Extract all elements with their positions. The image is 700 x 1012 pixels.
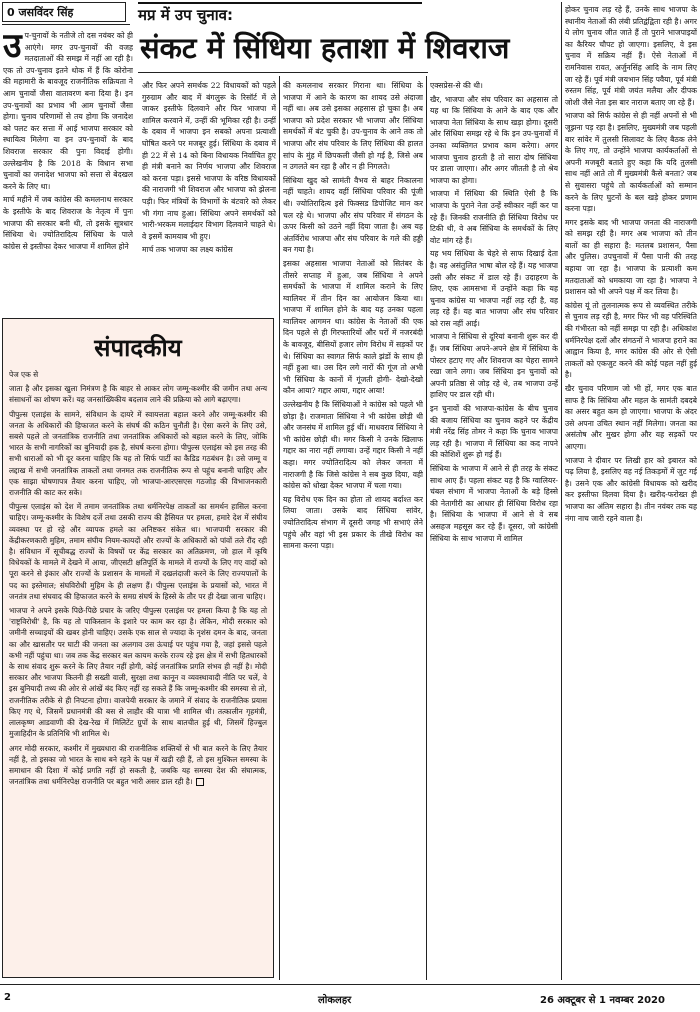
paragraph: एक्सप्रेस-से की थी।	[430, 81, 483, 90]
paragraph: पीपुल्स एलाइंस को देश में तमाम जनतांत्रिक तथा धर्मनिरपेक्ष ताकतों का समर्थन हासिल करना चाहिए। जम्मू-कश्मीर के विशेष दर्जे तथा उसकी राज्य की हैसियत पर हमला, हमारे देश में संघीय व्यवस्था पर हो रहे और व्यापक हमले का अनिष्टकर संकेत था। भाजपायी सरकार की केंद्रीकरणकारी मुहिम, तमाम संघीय नियम-कायदों और राज्यों के अधिकारों को पांवों तले रौंद रही है। संविधान में सूचीबद्ध राज्यों के विषयों पर केंद्र सरकार का अतिक्रमण, जो हाल में कृषि विधेयकों के मामले में देखने में आया, जीएसटी क्षतिपूर्ति के मामले में राज्यों के लिए गए वादों को पूरा करने से इंकार और राज्यों के प्रशासन के मामलों में दखलंदाजी करने के लिए राज्यपालों के पद का इस्तेमाल; संघविरोधी मुहिम के ही लक्षण हैं। पीपुल्स एलाइंस के प्रयासों को, भारत में जनतंत्र तथा संघवाद की हिफाजत करने के समग्र संघर्ष के हिस्से के तौर पर ही देखा जाना चाहिए।	[9, 502, 267, 601]
top-rule	[2, 24, 130, 25]
paragraph: खैर, भाजपा और संघ परिवार का अहसास तो यह था कि सिंधिया के आने के बाद एक और भाजपा नेता सिंधिया के साथ खड़ा होगा। दूसरी ओर सिंधिया समझ रहे थे कि इन उप-चुनावों में उनका व्यक्तिगत प्रभाव काम करेगा। अगर भाजपा चुनाव हारती है तो सारा दोष सिंधिया पर डाला जाएगा। और अगर जीतती है तो श्रेय भाजपा का होगा।	[430, 94, 558, 185]
issue-dates: 26 अक्टूबर से 1 नवम्बर 2020	[540, 995, 665, 1006]
paragraph: इसका अहसास भाजपा नेताओं को सितंबर के तीसरे सप्ताह में हुआ, जब सिंधिया ने अपने समर्थकों के भाजपा में शामिल कराने के लिए ग्वालियर में तीन दिन का आयोजन किया था। भाजपा में शामिल होने के बाद यह उनका पहला ग्वालियर आगमन था। कांग्रेस के नेताओं की एक दिन पहले से ही गिरफ्तारियों और घरों में नजरबंदी के बावजूद, बीसियों हजार लोग विरोध में सड़कों पर थे। सिंधिया का स्वागत सिर्फ काले झंडों के साथ ही नहीं हुआ था। उस दिन लगे नारों की गूंज तो अभी भी सिंधिया के कानों में गूंजती होगी- देखो-देखो कौन आया? गद्दार आया, गद्दार आया!	[283, 258, 423, 396]
byline: 0 जसविंदर सिंह	[2, 2, 126, 22]
section-tag: मप्र में उप चुनाव:	[138, 2, 422, 26]
paragraph: उल्लेखनीय है कि सिंधियाओं ने कांग्रेस को पहले भी छोड़ा है। राजमाता सिंधिया ने भी कांग्रेस छोड़ी थी और जनसंघ में शामिल हुई थीं। माधवराव सिंधिया ने भी कांग्रेस छोड़ी थी। मगर किसी ने उनके खिलाफ गद्दार का नारा नहीं लगाया। उन्हें गद्दार किसी ने नहीं कहा। मगर ज्योतिरादित्य को लेकर जनता में नाराजगी है कि जिसे कांग्रेस ने सब कुछ दिया, वही कांग्रेस को धोखा देकर भाजपा में चला गया।	[283, 400, 423, 491]
newspaper-name: लोकलहर	[318, 995, 352, 1006]
paragraph: भाजपा ने अपने इसके पिछे-पिछे प्रचार के जरिए पीपुल्स एलाइंस पर हमला किया है कि यह तो 'राष्ट्रविरोधी' है, कि यह तो पाकिस्तान के इशारे पर काम कर रहा है। लेकिन, मोदी सरकार को जमीनी सच्चाइयों की खबर होनी चाहिए। उसके एक साल से ज्यादा के नृशंस दमन के बाद, जनता का और खासतौर पर घाटी की जनता का अलगाव उस ऊंचाई पर पहुंच गया है, जहां इससे पहले कभी नहीं पहुंचा था। जब तक केंद्र सरकार बल कायम करके राज्य रहे इस क्षेत्र में सभी हितधारकों के साथ संवाद शुरू करने के लिए तैयार नहीं होगी, कोई जनतांत्रिक प्रगति संभव ही नहीं है। मोदी सरकार और भाजपा कितनी ही सख्ती वाली, सुरक्षा तथा कानून व व्यवस्थावादी नीति पर चलें, वे इस बुनियादी तथ्य की ओर से आंखें बंद किए नहीं रह सकते हैं कि जम्मू-कश्मीर की समस्या से तो, राजनीतिक तरीके से ही निपटना होगा। वाजपेयी सरकार के जमाने में संवाद के राजनीतिक प्रयास किए गए थे, जिसमें प्रधानमंत्री की बस से लाहौर की यात्रा भी शामिल थी। तत्कालीन गृहमंत्री, लालकृष्ण आडवाणी की देख-रेख में मिलिटेंट ग्रुपों के साथ बातचीत हुई थी, जिसमें हिज्बुल मुजाहिदीन के प्रतिनिधि भी शामिल थे।	[9, 606, 267, 739]
column-divider	[426, 76, 427, 980]
paragraph: जाता है और इसका खुला निमंत्रण है कि बाहर से आकर लोग जम्मू-कश्मीर की जमीन तथा अन्य संसाधनों का शोषण करें। यह जनसांख्यिकीय बदलाव लाने की प्रक्रिया को आगे बढ़ाएगा।	[9, 384, 267, 405]
article-column-5	[565, 4, 697, 980]
article-column-4	[430, 80, 558, 980]
page-number: 2	[4, 992, 11, 1003]
paragraph: होकर चुनाव लड़ रहे हैं, उनके साथ भाजपा के स्थानीय नेताओं की लंबी प्रतिद्वंद्विता रही है। अगर ये लोग चुनाव जीत जाते हैं तो पुराने भाजपाइयों का कैरियर चौपट हो जाएगा। इसलिए, वे इस चुनाव में सक्रिय नहीं हैं। ऐसे नेताओं में रामनिवास रावत, अर्जुनसिंह आदि के नाम लिए जा रहे हैं। पूर्व मंत्री जयभान सिंह पवैया, पूर्व मंत्री रुस्तम सिंह, पूर्व मंत्री जयंत मलैया और दीपक जोशी जैसे नेता इस बार नाराज बताए जा रहे हैं।	[565, 5, 697, 107]
article-column-3	[283, 80, 423, 980]
column-divider	[279, 76, 280, 980]
paragraph: कांग्रेस यूं तो तुलनात्मक रूप से व्यवस्थित तरीके से चुनाव लड़ रही है, मगर फिर भी वह परिस्थिति की गंभीरता को नहीं समझ पा रही है। अधिकांश धर्मनिरपेक्ष दलों और संगठनों ने भाजपा हराने का आह्वान किया है, मगर कांग्रेस की ओर से ऐसी ताकतों को एकजुट करने की कोई पहल नहीं हुई है।	[565, 300, 697, 380]
paragraph	[9, 743, 267, 788]
paragraph: भाजपा ने दीवार पर लिखी हार को इबारत को पढ़ लिया है, इसलिए वह नई तिकड़मों में जुट गई है। उसने एक और कांग्रेसी विधायक को खरीद कर इस्तीफा दिलवा दिया है। खरीद-फरोख्त ही भाजपा का अंतिम सहारा है। तीन नवंबर तक यह नंगा नाच जारी रहने वाला है।	[565, 455, 697, 523]
paragraph: की कमलनाथ सरकार गिराना था। सिंधिया के भाजपा में आने के कारण का शायद उसे अंदाजा नहीं था। अब उसे इसका अहसास हो चुका है। अब भाजपा को प्रदेश सरकार भी भाजपा और सिंधिया समर्थकों में बंट चुकी है। उप-चुनाव के आने तक तो भाजपा और संघ परिवार के लिए सिंधिया की हालत सांप के मुंह में छिपकली जैसी हो गई है, जिसे अब न उगलते बन रहा है और न ही निगलते।	[283, 81, 423, 172]
paragraph: पेज एक से	[9, 370, 39, 379]
paragraph: यह विरोध एक दिन का होता तो शायद बर्दाश्त कर लिया जाता। उसके बाद सिंधिया सांवेर, ज्योतिरादित्य संभाग में दूसरी जगह भी सभाएं लेने पहुंचे और वहां भी इस प्रकार के तीखे विरोध का सामना करना पड़ा।	[283, 494, 423, 551]
drop-cap: उ	[3, 30, 22, 66]
paragraph: भाजपा ने सिंधिया से दूरियां बनानी शुरू कर दी हैं। जब सिंधिया अपने-अपने क्षेत्र में सिंधिया के पोस्टर हटाए गए और शिवराज का चेहरा सामने रखा जाने लगा। जब सिंधिया इन चुनावों को अपनी प्रतिष्ठा से जोड़ रहे थे, तब भाजपा उन्हें हाशिए पर डाल रही थी।	[430, 332, 558, 400]
article-column-2	[142, 80, 276, 312]
article-column-1	[3, 30, 133, 310]
paragraph: मार्च तक भाजपा का लक्ष्य कांग्रेस	[142, 245, 233, 255]
editorial-box	[2, 318, 274, 978]
paragraph: सिंधिया के भाजपा में आने से ही तरह के संकट साथ आए हैं। पहला संकट यह है कि ग्वालियर-चंबल संभाग में भाजपा नेताओं के बड़े हिस्से की नेतागीरी का आधार ही सिंधिया विरोध रहा है। सिंधिया के भाजपा में आने से वे सब असहज महसूस कर रहे हैं। दूसरा, जो कांग्रेसी सिंधिया के साथ भाजपा में शामिल	[430, 464, 558, 543]
paragraph: मगर इसके बाद भी भाजपा जनता की नाराजगी को समझ रही है। मगर अब भाजपा को तीन बातों का ही सहारा है: मतलब प्रशासन, पैसा और पुलिस। उपचुनावों में पैसा पानी की तरह बहाया जा रहा है। भाजपा के प्रत्याशी कम मतदाताओं को धमकाया जा रहा है। भाजपा ने प्रशासन को भी अपने पक्ष में कर लिया है।	[565, 217, 697, 297]
paragraph-text: अगर मोदी सरकार, कश्मीर में मुख्यधारा की राजनीतिक शक्तियों से भी बात करने के लिए तैयार नहीं है, तो इसका जो भारत के साथ बने रहने के पक्ष में खड़ी रही हैं, तो इस मुश्किल समस्या के समाधान की दिशा में कोई प्रगति नहीं हो सकती है, जबकि यह समस्या देश की संघात्मक, जनतांत्रिक तथा धर्मनिरपेक्ष राजनीति पर बहुत भारी असर डाल रही है।	[9, 743, 267, 787]
end-mark-icon	[196, 778, 204, 786]
column-divider	[561, 2, 562, 980]
page-footer	[0, 986, 700, 1012]
paragraph: खैर चुनाव परिणाम जो भी हों, मगर एक बात साफ है कि सिंधिया और महल के सामंती दबदबे का असर बहुत कम हो जाएगा। भाजपा के अंदर उसे अपना उचित स्थान नहीं मिलेगा। जनता का असंतोष और मुखर होगा और यह सड़कों पर आएगा।	[565, 384, 697, 451]
editorial-body	[3, 369, 273, 787]
paragraph: यह भय सिंधिया के चेहरे से साफ दिखाई देता है। वह असंतुलित भाषा बोल रहे हैं। यह भाजपा उसी और संकट में डाल रहे हैं। उदाहरण के लिए, एक आमसभा में उन्होंने कहा कि यह चुनाव कांग्रेस या भाजपा नहीं लड़ रही है, वह लड़ रहे हैं। यह बात भाजपा और संघ परिवार को रास नहीं आई।	[430, 249, 558, 328]
paragraph: भाजपा को सिर्फ कांग्रेस से ही नहीं अपनों से भी जूझना पड़ रहा है। इसलिए, मुख्यमंत्री जब पहली बार सांवेर में तुलसी सिलावट के लिए बैठक लेने के लिए गए, तो उन्होंने भाजपा कार्यकर्ताओं से अपनी मजबूरी बताते हुए कहा कि यदि तुलसी साथ नहीं आते तो मैं मुख्यमंत्री कैसे बनता? जब से सुवासरा पहुंचे तो कार्यकर्ताओं को सम्मान करने के लिए घुटनों के बल खड़े होकर प्रणाम करना पड़ा।	[565, 111, 697, 214]
paragraph: सिंधिया खुद को सामंती वैभव से बाहर निकालना नहीं चाहते। शायद वहीं सिंधिया परिवार की पूंजी थी। ज्योतिरादित्य इसे फिक्सड डिपोजिट मान कर चल रहे थे। भाजपा और संघ परिवार में संगठन के ऊपर किसी को उठने नहीं दिया जाता है। अब यह अंतर्विरोध भाजपा और संघ परिवार के गले की हड्डी बन गया है।	[283, 175, 423, 255]
paragraph: और फिर अपने समर्थक 22 विधायकों को पहले गुरुग्राम और बाद में बंगलुरू के रिसॉर्ट में ले जाकर इस्तीफे दिलवाने और फिर भाजपा में शामिल करवाने में, उन्हीं की भूमिका रही है। उन्हीं के दबाव में भाजपा इन सबको अपना प्रत्याशी घोषित करने पर मजबूर हुई। सिंधिया के दबाव में ही 22 में से 14 को बिना विधायक निर्वाचित हुए ही मंत्री बनाने का निर्णय भाजपा और शिवराज को करना पड़ा। इससे भाजपा के वरिष्ठ विधायकों की नाराजगी भी शिवराज और भाजपा को झेलना पड़ी। फिर मंत्रियों के विभागों के बंटवारे को लेकर भी गंगा नाच हुआ। सिंधिया अपने समर्थकों को भारी-भरकम मलाईदार विभाग दिलवाने चाहते थे। वे इसमें कामयाब भी हुए।	[142, 81, 276, 241]
paragraph: पीपुल्स एलाइंस के सामने, संविधान के दायरे में स्वायत्तता बहाल करने और जम्मू-कश्मीर की जनता के अधिकारों की हिफाजत करने के संघर्ष की कठिन चुनौती है। ऐसा करने के लिए उसे, सबसे पहले तो जनतांत्रिक राजनीति तथा जनतांत्रिक अधिकारों को बहाल करने के लिए, जोकि भारत के सभी नागरिकों का बुनियादी हक है, संघर्ष करना होगा। पीपुल्स एलाइंस को इस तरह की सभी धाराओं को भी दूर करना चाहिए कि यह तो सिर्फ पार्टी का कैडिड गठबंधन है। उसे जम्मू व लद्दाख में सभी जनतांत्रिक ताकतों तथा जनमत तक राजनीतिक रूप से पहुंच बनानी चाहिए और एक साझा घोषणापत्र तैयार करना चाहिए, जो भाजपा-आरएसएस गठजोड़ की विभाजनकारी राजनीति की काट कर सके।	[9, 409, 267, 498]
paragraph: भाजपा में सिंधिया की स्थिति ऐसी है कि भाजपा के पुराने नेता उन्हें स्वीकार नहीं कर पा रहे हैं। जिनकी राजनीति ही सिंधिया विरोध पर टिकी थी, वे अब सिंधिया के समर्थकों के लिए वोट मांग रहे हैं।	[430, 189, 558, 245]
paragraph: इन चुनावों की भाजपा-कांग्रेस के बीच चुनाव की बजाय सिंधिया का चुनाव कहने पर केंद्रीय मंत्री नरेंद्र सिंह तोमर ने कहा कि चुनाव भाजपा लड़ रही है। भाजपा में सिंधिया का कद नापने की कोशिशें शुरू हो गई हैं।	[430, 404, 558, 460]
footer-rule	[0, 984, 700, 985]
paragraph: प-चुनावों के नतीजे तो दस नवंबर को ही आएंगे। मगर उप-चुनावों की वजह मतदाताओं की समझ में नहीं आ रही है। एक तो उप-चुनाव इतने थोक में हैं कि कोरोना की महामारी के बावजूद राजनीतिक सक्रियता ने आम चुनावों जैसा वातावरण बना दिया है। इन उप-चुनावों का प्रभाव भी आम चुनावों जैसा होगा। चुनाव परिणामों से तय होगा कि जनादेश को पलट कर सत्ता में आई भाजपा सरकार को स्थायित्व मिलेगा या इन उप-चुनावों के बाद शिवराज सरकार की पुनः विदाई होगी। उल्लेखनीय है कि 2018 के विधान सभा चुनावों का जनादेश भाजपा को सत्ता से बेदखल करने के लिए था।	[3, 31, 133, 191]
headline-underline	[138, 72, 428, 73]
paragraph: मार्च महीने में जब कांग्रेस की कमलनाथ सरकार के इस्तीफे के बाद शिवराज के नेतृत्व में पुनः भाजपा की सरकार बनी थी, तो इसके सूत्रधार सिंधिया थे। ज्योतिरादित्य सिंधिया के पाले कांग्रेस से इस्तीफा देकर भाजपा में शामिल होने	[3, 195, 133, 251]
headline: संकट में सिंधिया हताशा में शिवराज	[140, 31, 510, 65]
editorial-title: संपादकीय	[94, 334, 182, 362]
